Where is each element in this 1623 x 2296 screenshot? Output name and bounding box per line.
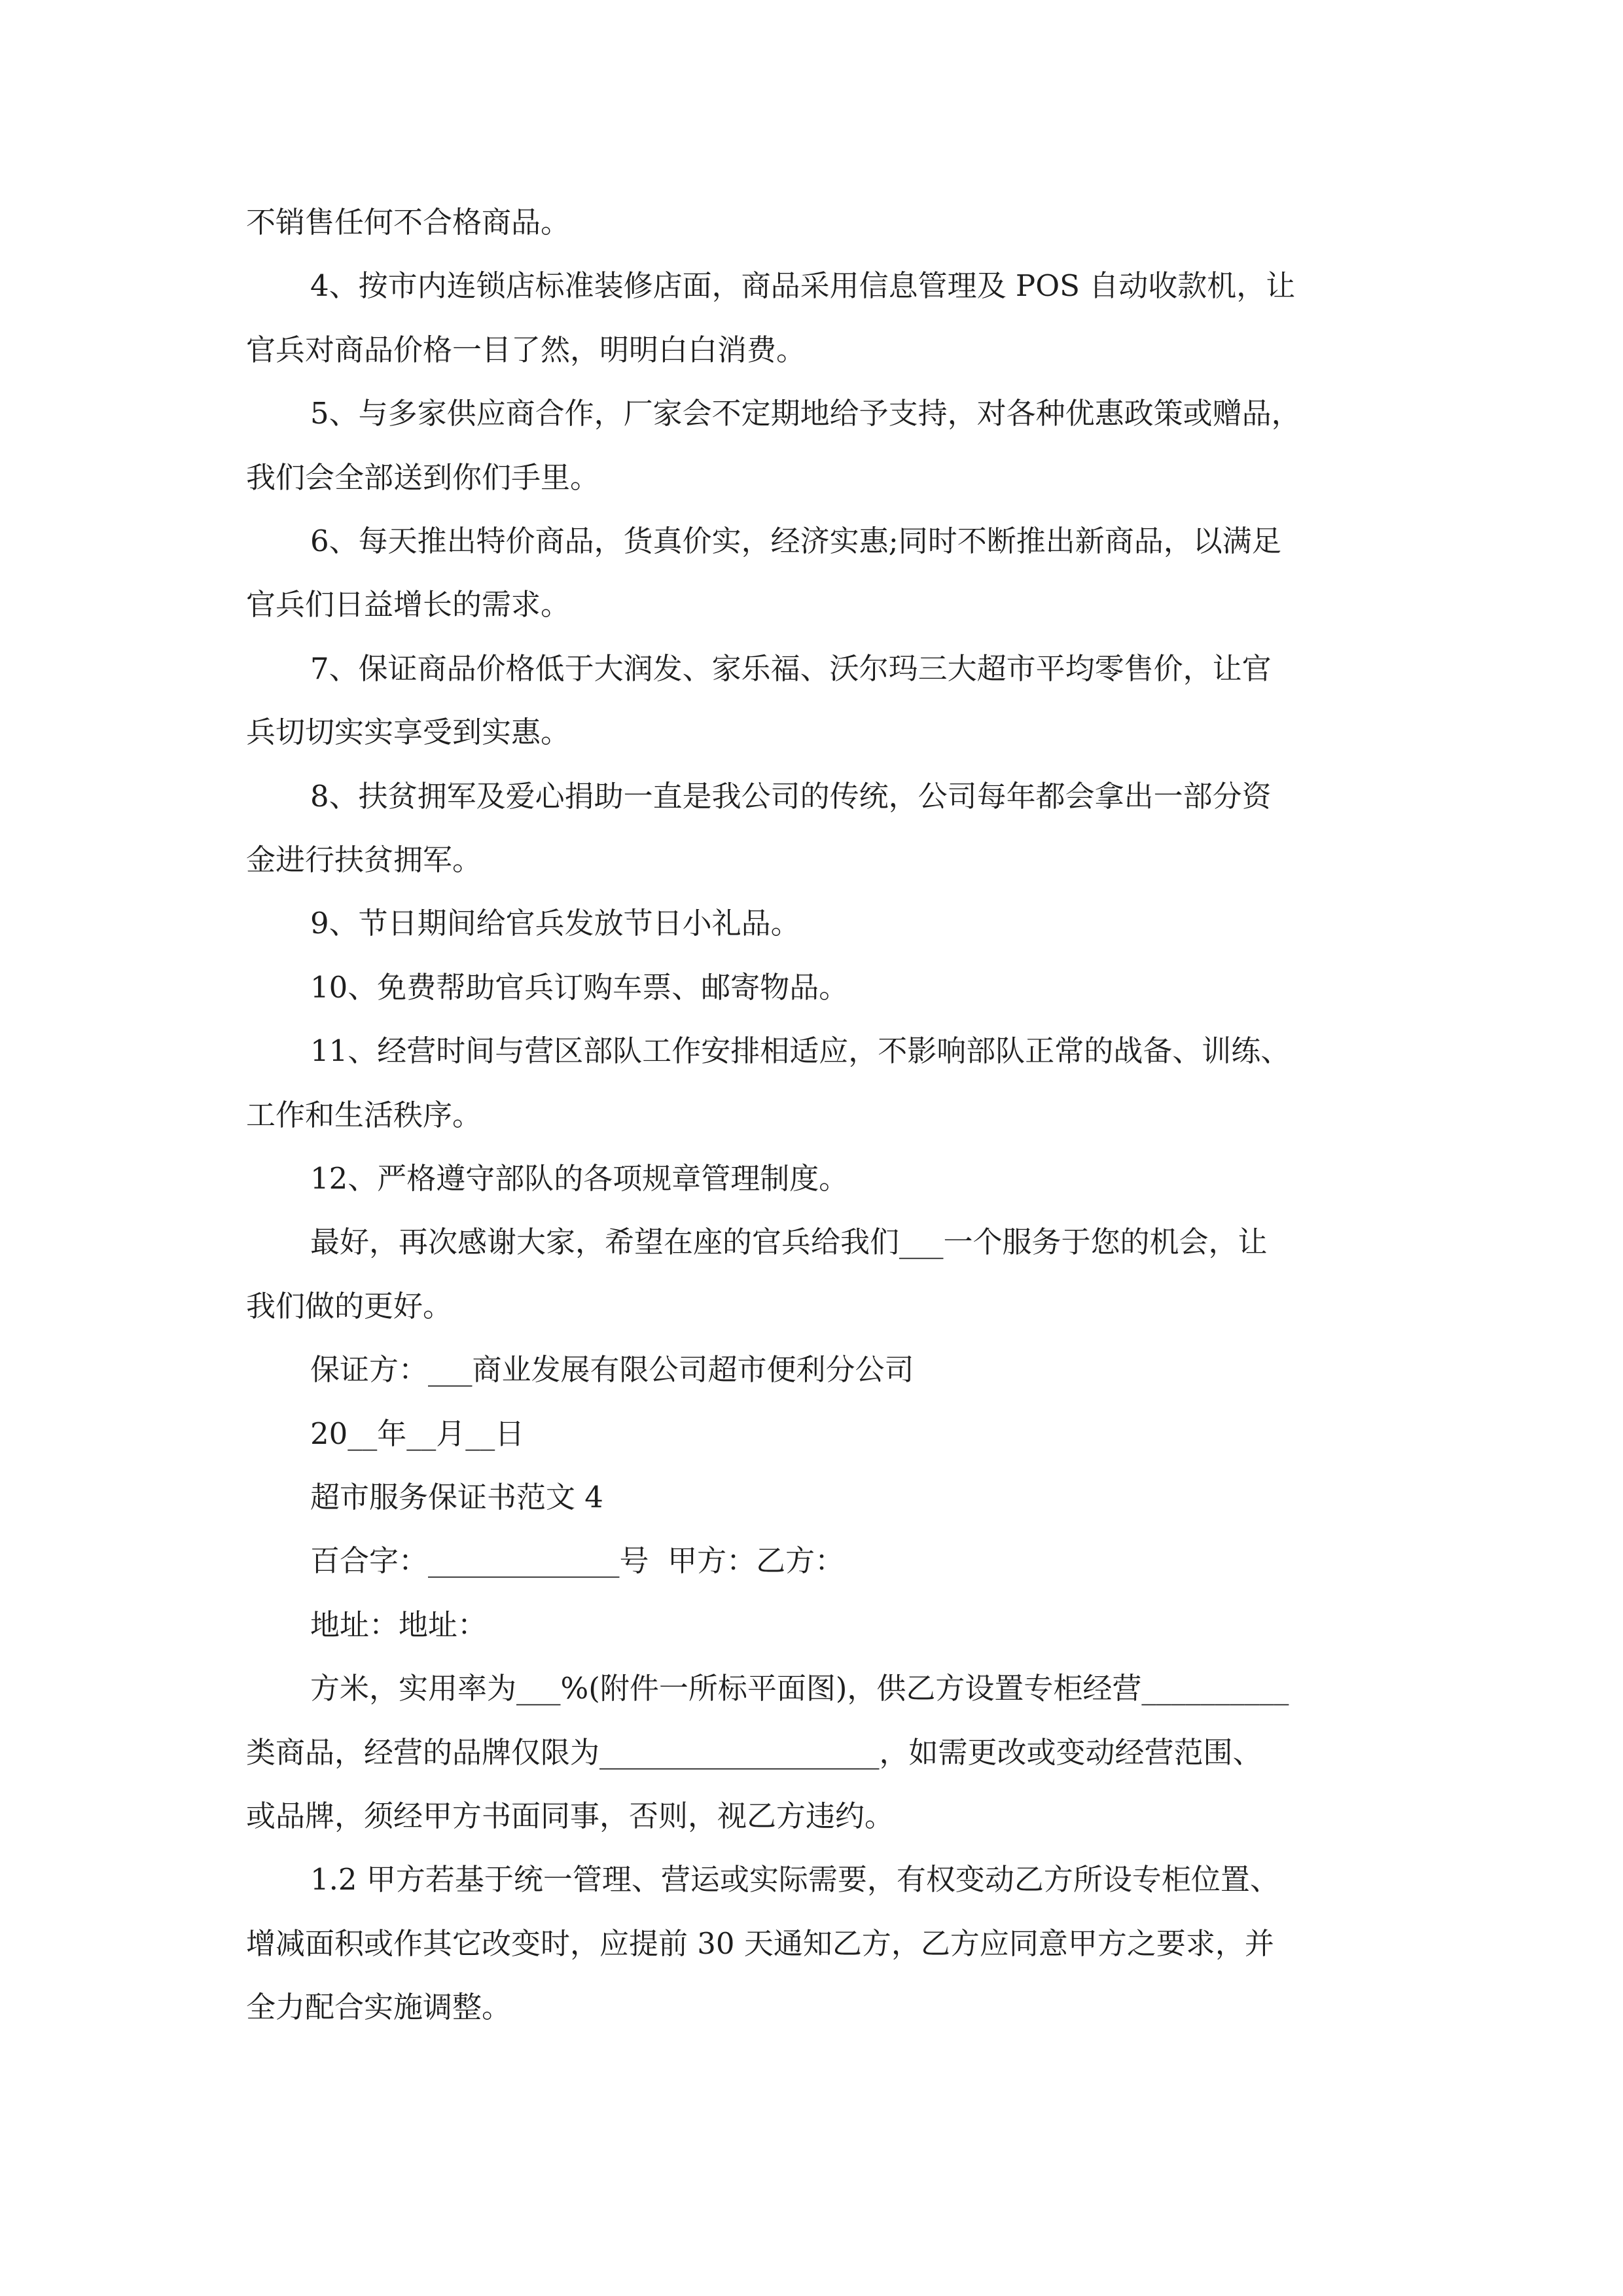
text-line: 6、每天推出特价商品，货真价实，经济实惠;同时不断推出新商品，以满足 xyxy=(310,524,1281,558)
text-line: 全力配合实施调整。 xyxy=(246,1990,512,2024)
text-line: 最好，再次感谢大家，希望在座的官兵给我们___一个服务于您的机会，让 xyxy=(310,1225,1268,1259)
text-line: 4、按市内连锁店标准装修店面，商品采用信息管理及 POS 自动收款机，让 xyxy=(310,268,1296,303)
text-line: 1.2 甲方若基于统一管理、营运或实际需要，有权变动乙方所设专柜位置、 xyxy=(310,1862,1279,1897)
text-line: 工作和生活秩序。 xyxy=(246,1098,482,1132)
text-line: 我们会全部送到你们手里。 xyxy=(246,460,600,495)
text-line: 10、免费帮助官兵订购车票、邮寄物品。 xyxy=(310,970,849,1005)
text-line: 增减面积或作其它改变时，应提前 30 天通知乙方，乙方应同意甲方之要求，并 xyxy=(246,1926,1274,1961)
text-line: 金进行扶贫拥军。 xyxy=(246,842,482,877)
text-line: 保证方：___商业发展有限公司超市便利分公司 xyxy=(310,1352,914,1387)
text-line: 8、扶贫拥军及爱心捐助一直是我公司的传统，公司每年都会拿出一部分资 xyxy=(310,779,1272,814)
text-line: 20__年__月__日 xyxy=(310,1416,525,1451)
text-line: 超市服务保证书范文 4 xyxy=(310,1480,603,1515)
text-line: 11、经营时间与营区部队工作安排相适应，不影响部队正常的战备、训练、 xyxy=(310,1033,1291,1068)
text-line: 官兵们日益增长的需求。 xyxy=(246,587,571,622)
text-line: 地址：地址： xyxy=(310,1607,488,1642)
text-line: 5、与多家供应商合作，厂家会不定期地给予支持，对各种优惠政策或赠品， xyxy=(310,396,1301,431)
text-line: 官兵对商品价格一目了然，明明白白消费。 xyxy=(246,332,806,367)
text-line: 7、保证商品价格低于大润发、家乐福、沃尔玛三大超市平均零售价，让官 xyxy=(310,651,1272,686)
text-line: 方米，实用率为___%(附件一所标平面图)，供乙方设置专柜经营__________ xyxy=(310,1671,1289,1706)
text-line: 百合字：_____________号 甲方：乙方： xyxy=(310,1543,845,1578)
text-line: 我们做的更好。 xyxy=(246,1289,453,1323)
text-line: 类商品，经营的品牌仅限为___________________，如需更改或变动经营范围、 xyxy=(246,1735,1262,1770)
text-line: 不销售任何不合格商品。 xyxy=(246,205,571,240)
text-line: 12、严格遵守部队的各项规章管理制度。 xyxy=(310,1161,849,1196)
text-line: 或品牌，须经甲方书面同事，否则，视乙方违约。 xyxy=(246,1799,895,1833)
text-line: 9、节日期间给官兵发放节日小礼品。 xyxy=(310,906,800,941)
text-line: 兵切切实实享受到实惠。 xyxy=(246,715,571,749)
